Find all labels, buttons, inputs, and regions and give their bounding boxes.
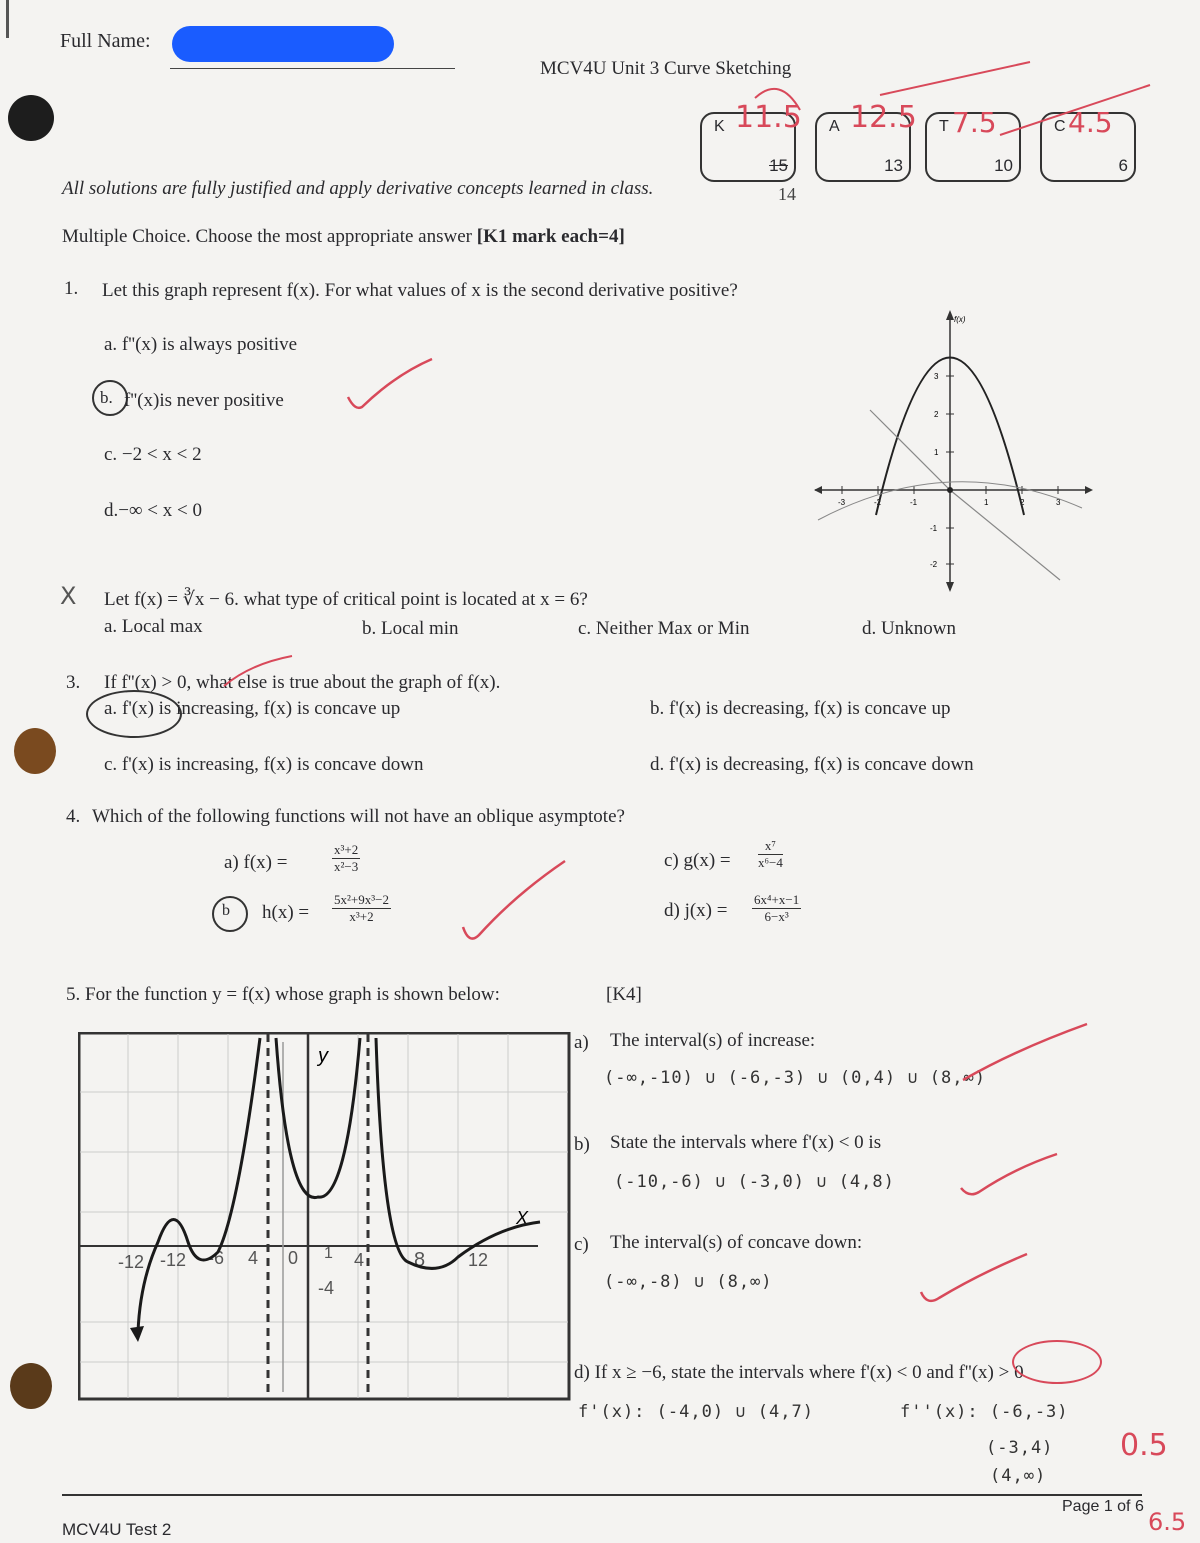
q4-option-d-label: d) j(x) = bbox=[664, 900, 728, 921]
q1-check-mark bbox=[340, 355, 440, 415]
mc-heading bbox=[62, 226, 625, 248]
score-mark-k: 11.5 bbox=[735, 100, 802, 135]
q5c-label: c) bbox=[574, 1234, 589, 1255]
q5-x-label: X bbox=[516, 1208, 529, 1228]
q2-option-d: d. Unknown bbox=[862, 618, 956, 639]
q4-check-mark bbox=[455, 855, 575, 945]
q4-option-b-letter: b bbox=[222, 902, 230, 919]
q5-tick-0: 0 bbox=[288, 1248, 299, 1268]
q5b-check-mark bbox=[955, 1150, 1065, 1200]
q5b-text: State the intervals where f'(x) < 0 is bbox=[610, 1132, 882, 1153]
q5-tick-8: 8 bbox=[414, 1249, 426, 1271]
q5d-answer-interval-3: (4,∞) bbox=[990, 1466, 1047, 1486]
q5-marks: [K4] bbox=[606, 984, 642, 1005]
score-total-k: 15 bbox=[769, 156, 788, 175]
q1-tick-y-3: 3 bbox=[934, 372, 939, 381]
q1-graph bbox=[810, 300, 1100, 600]
q3-option-b: b. f'(x) is decreasing, f(x) is concave up bbox=[650, 698, 951, 719]
score-adjusted-k: 14 bbox=[778, 184, 796, 204]
score-mark-t: 7.5 bbox=[952, 106, 997, 139]
q4-option-c-numerator: x⁷ bbox=[758, 838, 783, 855]
q1-tick-x-3: 3 bbox=[1056, 498, 1061, 507]
q2-option-b: b. Local min bbox=[362, 618, 459, 639]
q4-option-a-denominator: x²−3 bbox=[334, 859, 359, 874]
footer-test-label: MCV4U Test 2 bbox=[62, 1520, 172, 1539]
intro-instructions: All solutions are fully justified and apply derivative concepts learned in class. bbox=[62, 178, 654, 199]
q5-graph bbox=[78, 1032, 572, 1402]
q3-option-a: f'(x) is increasing, f(x) is concave up bbox=[122, 698, 401, 719]
q1-tick-x-2: 2 bbox=[1020, 498, 1025, 507]
course-title: MCV4U Unit 3 Curve Sketching bbox=[540, 58, 792, 79]
q5c-check-mark bbox=[915, 1250, 1035, 1310]
q1-option-b: f''(x)is never positive bbox=[124, 390, 284, 411]
q5d-answer-interval-2: (-3,4) bbox=[986, 1438, 1054, 1458]
q3-red-strike bbox=[220, 650, 300, 690]
score-total-a: 13 bbox=[884, 156, 903, 175]
q4-option-a-label: a) f(x) = bbox=[224, 852, 288, 873]
q5-text: 5. For the function y = f(x) whose graph is shown below: bbox=[66, 984, 500, 1005]
q3-option-a-letter: a. bbox=[104, 698, 118, 719]
q5a-check-mark bbox=[955, 1020, 1095, 1090]
score-total-c: 6 bbox=[1118, 156, 1128, 175]
q3-text: If f''(x) > 0, what else is true about the graph of f(x). bbox=[104, 672, 501, 693]
q5-graph-border bbox=[79, 1033, 569, 1399]
score-mark-a: 12.5 bbox=[850, 100, 917, 135]
q5a-label: a) bbox=[574, 1032, 589, 1053]
q3-option-d: d. f'(x) is decreasing, f(x) is concave down bbox=[650, 754, 974, 775]
q4-option-d-denominator: 6−x³ bbox=[764, 909, 789, 924]
q4-option-b-fraction bbox=[332, 892, 391, 925]
q4-option-b-numerator: 5x²+9x³−2 bbox=[334, 892, 389, 907]
score-red-slashes bbox=[0, 0, 1200, 200]
q4-text: Which of the following functions will not have an oblique asymptote? bbox=[92, 806, 625, 827]
q5-tick-neg6: -6 bbox=[208, 1248, 225, 1268]
q1-tick-y-2: 2 bbox=[934, 410, 939, 419]
score-mark-c: 4.5 bbox=[1068, 106, 1113, 139]
score-letter-t: T bbox=[939, 118, 949, 135]
q5b-label: b) bbox=[574, 1134, 590, 1155]
q2-option-a: a. Local max bbox=[104, 616, 203, 637]
q4-option-d-fraction bbox=[752, 892, 801, 925]
binder-hole-bottom bbox=[10, 1363, 52, 1409]
q4-option-b-label: h(x) = bbox=[262, 902, 310, 923]
q2-wrong-mark: X bbox=[60, 582, 77, 610]
q5-tick-neg12a: -12 bbox=[118, 1252, 145, 1272]
q1-tick-x-neg3: -3 bbox=[838, 498, 846, 507]
q4-option-a-fraction bbox=[332, 842, 360, 875]
footer-rule bbox=[62, 1494, 1142, 1496]
q5b-answer: (-10,-6) ∪ (-3,0) ∪ (4,8) bbox=[614, 1172, 895, 1192]
q5-curve-left bbox=[138, 1038, 260, 1332]
footer-page-number: Page 1 of 6 bbox=[1062, 1498, 1144, 1515]
q3-number: 3. bbox=[66, 672, 81, 693]
q2-option-c: c. Neither Max or Min bbox=[578, 618, 750, 639]
score-letter-a: A bbox=[829, 118, 840, 135]
q1-option-b-letter: b. bbox=[100, 388, 113, 407]
q4-option-c-label: c) g(x) = bbox=[664, 850, 731, 871]
q5d-answer-fdoubleprime: f''(x): (-6,-3) bbox=[900, 1402, 1069, 1422]
q1-tick-y-neg1: -1 bbox=[930, 524, 938, 533]
q1-axis-label: f(x) bbox=[954, 315, 966, 324]
q5-tick-neg12b: -12 bbox=[160, 1250, 187, 1270]
footer-page-mark: 6.5 bbox=[1148, 1508, 1187, 1536]
q1-tick-x-neg2: -2 bbox=[874, 498, 882, 507]
q5-tick-12: 12 bbox=[468, 1250, 489, 1270]
score-letter-k: K bbox=[714, 118, 725, 135]
q4-option-b-circle bbox=[212, 896, 248, 932]
q5d-text: d) If x ≥ −6, state the intervals where f'(x) < 0 and f''(x) > 0 bbox=[574, 1362, 1024, 1383]
q1-option-a: a. f''(x) is always positive bbox=[104, 334, 298, 355]
q1-tick-y-neg2: -2 bbox=[930, 560, 938, 569]
q5a-answer: (-∞,-10) ∪ (-6,-3) ∪ (0,4) ∪ (8,∞) bbox=[604, 1068, 986, 1088]
q5c-text: The interval(s) of concave down: bbox=[610, 1232, 863, 1253]
q4-option-b-denominator: x³+2 bbox=[349, 909, 374, 924]
mc-marks: [K1 mark each=4] bbox=[476, 226, 625, 247]
score-letter-c: C bbox=[1054, 118, 1066, 135]
q1-text: Let this graph represent f(x). For what values of x is the second derivative positive? bbox=[102, 280, 738, 301]
q5-grid bbox=[80, 1034, 568, 1398]
name-label: Full Name: bbox=[60, 30, 151, 52]
q5d-answer-fprime: f'(x): (-4,0) ∪ (4,7) bbox=[578, 1402, 814, 1422]
q1-tick-y-1: 1 bbox=[934, 448, 939, 457]
q5a-text: The interval(s) of increase: bbox=[610, 1030, 816, 1051]
q1-option-c: c. −2 < x < 2 bbox=[104, 444, 202, 465]
q5-y-label: y bbox=[318, 1045, 328, 1067]
binder-hole-middle bbox=[14, 728, 56, 774]
q2-text: Let f(x) = ∛x − 6. what type of critical point is located at x = 6? bbox=[104, 589, 588, 610]
q5-tick-4b: 4 bbox=[354, 1250, 365, 1270]
q5-tick-1: 1 bbox=[324, 1245, 333, 1262]
q4-number: 4. bbox=[66, 806, 81, 827]
q4-option-c-fraction bbox=[758, 838, 783, 871]
q3-option-c: c. f'(x) is increasing, f(x) is concave down bbox=[104, 754, 424, 775]
q5d-score-mark: 0.5 bbox=[1120, 1428, 1168, 1463]
q1-number: 1. bbox=[64, 278, 79, 299]
q1-tick-x-neg1: -1 bbox=[910, 498, 918, 507]
q4-option-c-denominator: x⁶−4 bbox=[758, 855, 783, 870]
q4-option-d-numerator: 6x⁴+x−1 bbox=[754, 892, 800, 907]
q5-tick-neg4: -4 bbox=[318, 1278, 335, 1298]
q1-tick-x-1: 1 bbox=[984, 498, 989, 507]
q4-option-a-numerator: x³+2 bbox=[334, 842, 359, 857]
q5-tick-4: 4 bbox=[248, 1248, 259, 1268]
score-total-t: 10 bbox=[994, 156, 1013, 175]
mc-heading-text: Multiple Choice. Choose the most appropriate answer bbox=[62, 226, 472, 247]
q5c-answer: (-∞,-8) ∪ (8,∞) bbox=[604, 1272, 773, 1292]
q1-option-d: d.−∞ < x < 0 bbox=[104, 500, 202, 521]
q5d-red-circle bbox=[1012, 1340, 1102, 1384]
